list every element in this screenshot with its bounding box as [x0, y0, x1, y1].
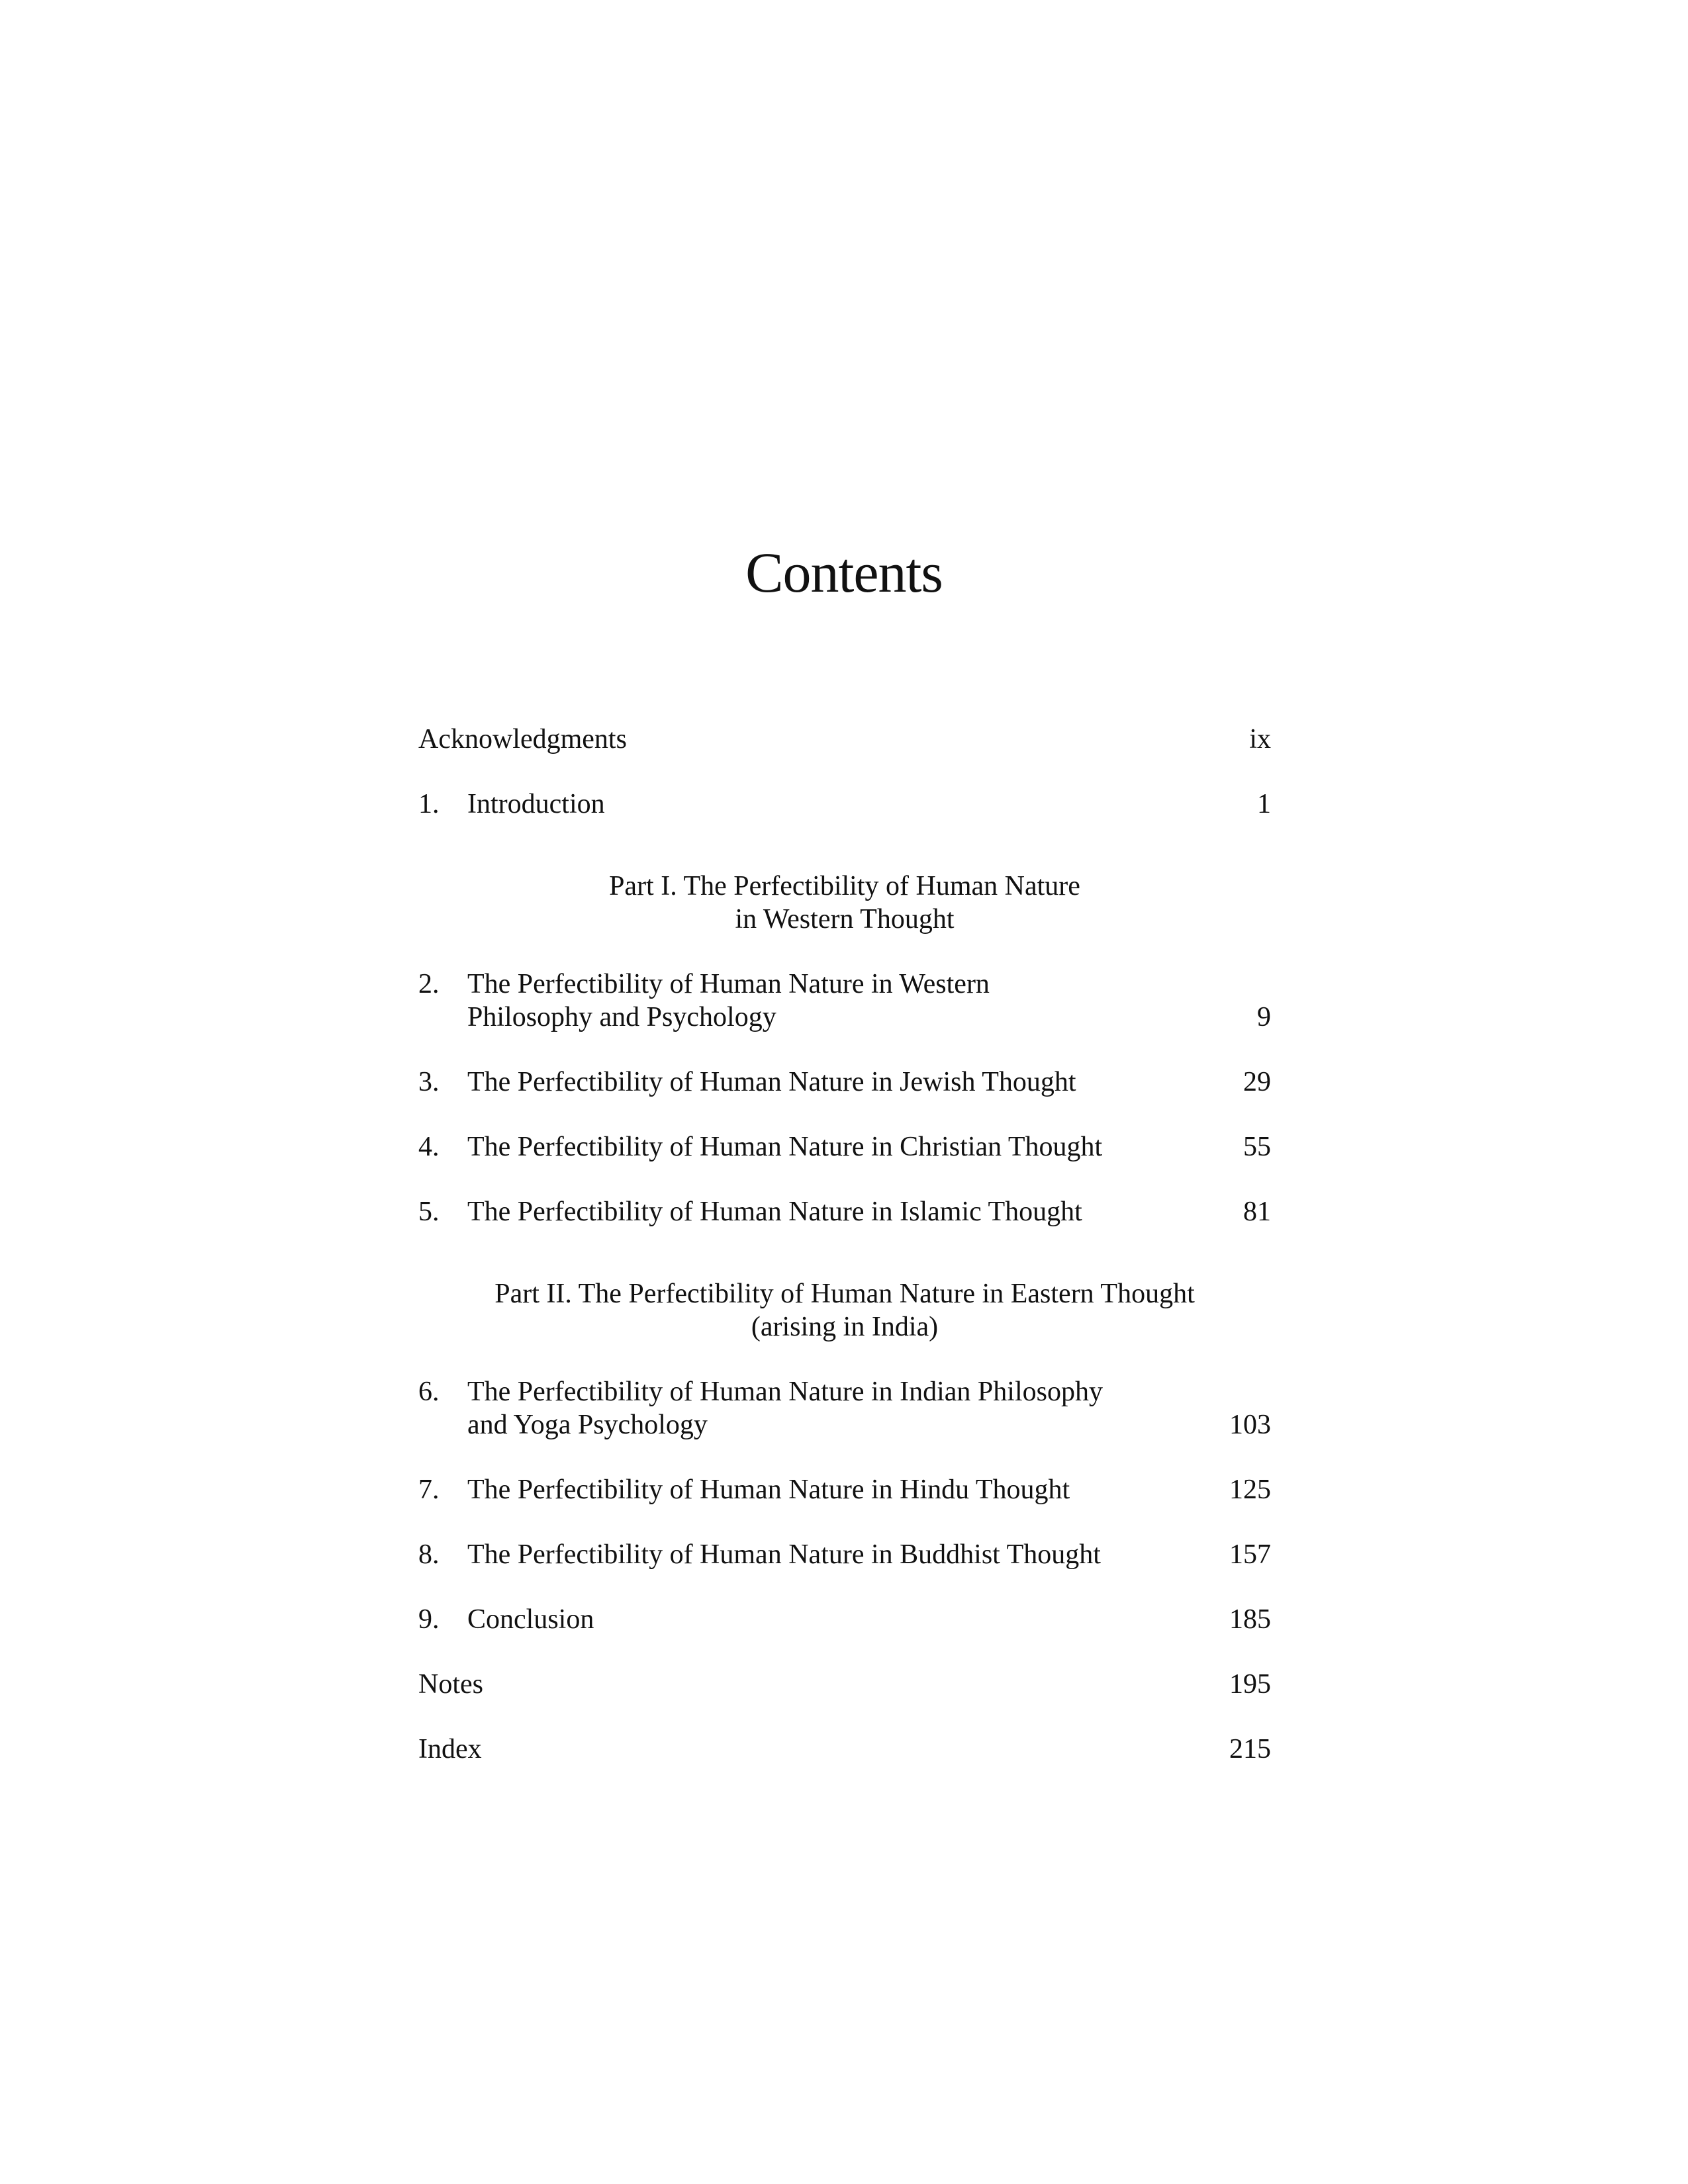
toc-chapter-number: 4.: [418, 1132, 440, 1162]
toc-entry-chapter-5: [418, 1195, 1271, 1228]
toc-entry-chapter-6: [418, 1375, 1271, 1441]
part-heading-line: in Western Thought: [735, 904, 955, 934]
toc-page-number: 81: [1243, 1197, 1271, 1227]
toc-entry-label: Notes: [418, 1669, 483, 1700]
toc-page-number: 9: [1257, 1002, 1271, 1032]
toc-entry-label-line: and Yoga Psychology: [467, 1410, 708, 1440]
toc-page-number: 195: [1229, 1669, 1271, 1700]
toc-entry-acknowledgments: [418, 723, 1271, 756]
toc-entry-label: [418, 1375, 1271, 1441]
toc-entry-chapter-2: [418, 968, 1271, 1034]
page-title: Contents: [745, 541, 943, 604]
toc-page-number: 215: [1229, 1734, 1271, 1764]
toc-page-number: 1: [1257, 789, 1271, 819]
toc-chapter-number: 1.: [418, 789, 440, 819]
toc-entry-label: Introduction: [467, 789, 605, 819]
part-heading-line: Part I. The Perfectibility of Human Nature: [609, 871, 1080, 901]
toc-chapter-number: 9.: [418, 1604, 440, 1635]
toc-entry-label: The Perfectibility of Human Nature in Buddhist Thought: [467, 1539, 1101, 1570]
toc-entry-chapter-7: [418, 1473, 1271, 1506]
part-heading-line: (arising in India): [751, 1312, 939, 1342]
toc-entry-label: Index: [418, 1734, 482, 1764]
toc-page-number: 157: [1229, 1539, 1271, 1570]
toc-chapter-number: 6.: [418, 1377, 440, 1407]
toc-page-number: ix: [1249, 724, 1271, 754]
toc-page-number: 55: [1243, 1132, 1271, 1162]
toc-entry-chapter-3: [418, 1066, 1271, 1099]
toc-entry-chapter-4: [418, 1130, 1271, 1163]
toc-entry-label: Acknowledgments: [418, 724, 627, 754]
toc-page-number: 103: [1229, 1410, 1271, 1440]
toc-chapter-number: 8.: [418, 1539, 440, 1570]
toc-page-number: 125: [1229, 1475, 1271, 1505]
toc-entry-index: [418, 1733, 1271, 1766]
toc-chapter-number: 3.: [418, 1067, 440, 1097]
part-heading-line: Part II. The Perfectibility of Human Nature in Eastern Thought: [494, 1279, 1195, 1309]
toc-entry-label-line: Philosophy and Psychology: [467, 1002, 776, 1032]
part-heading-2: [418, 1277, 1271, 1343]
table-of-contents: [418, 723, 1271, 1766]
toc-entry-label-line: The Perfectibility of Human Nature in Western: [467, 969, 990, 999]
toc-entry-label: The Perfectibility of Human Nature in Jewish Thought: [467, 1067, 1076, 1097]
toc-entry-label: The Perfectibility of Human Nature in Hindu Thought: [467, 1475, 1070, 1505]
toc-entry-label-line: The Perfectibility of Human Nature in Indian Philosophy: [467, 1377, 1103, 1407]
toc-chapter-number: 7.: [418, 1475, 440, 1505]
toc-chapter-number: 2.: [418, 969, 440, 999]
toc-chapter-number: 5.: [418, 1197, 440, 1227]
toc-page-number: 185: [1229, 1604, 1271, 1635]
toc-entry-notes: [418, 1668, 1271, 1701]
toc-entry-label: The Perfectibility of Human Nature in Islamic Thought: [467, 1197, 1082, 1227]
toc-entry-label: Conclusion: [467, 1604, 594, 1635]
toc-entry-label: The Perfectibility of Human Nature in Christian Thought: [467, 1132, 1103, 1162]
part-heading-1: [418, 870, 1271, 936]
toc-entry-introduction: [418, 788, 1271, 821]
toc-entry-conclusion: [418, 1603, 1271, 1636]
toc-entry-chapter-8: [418, 1538, 1271, 1571]
toc-page-number: 29: [1243, 1067, 1271, 1097]
toc-entry-label: [418, 968, 1271, 1034]
